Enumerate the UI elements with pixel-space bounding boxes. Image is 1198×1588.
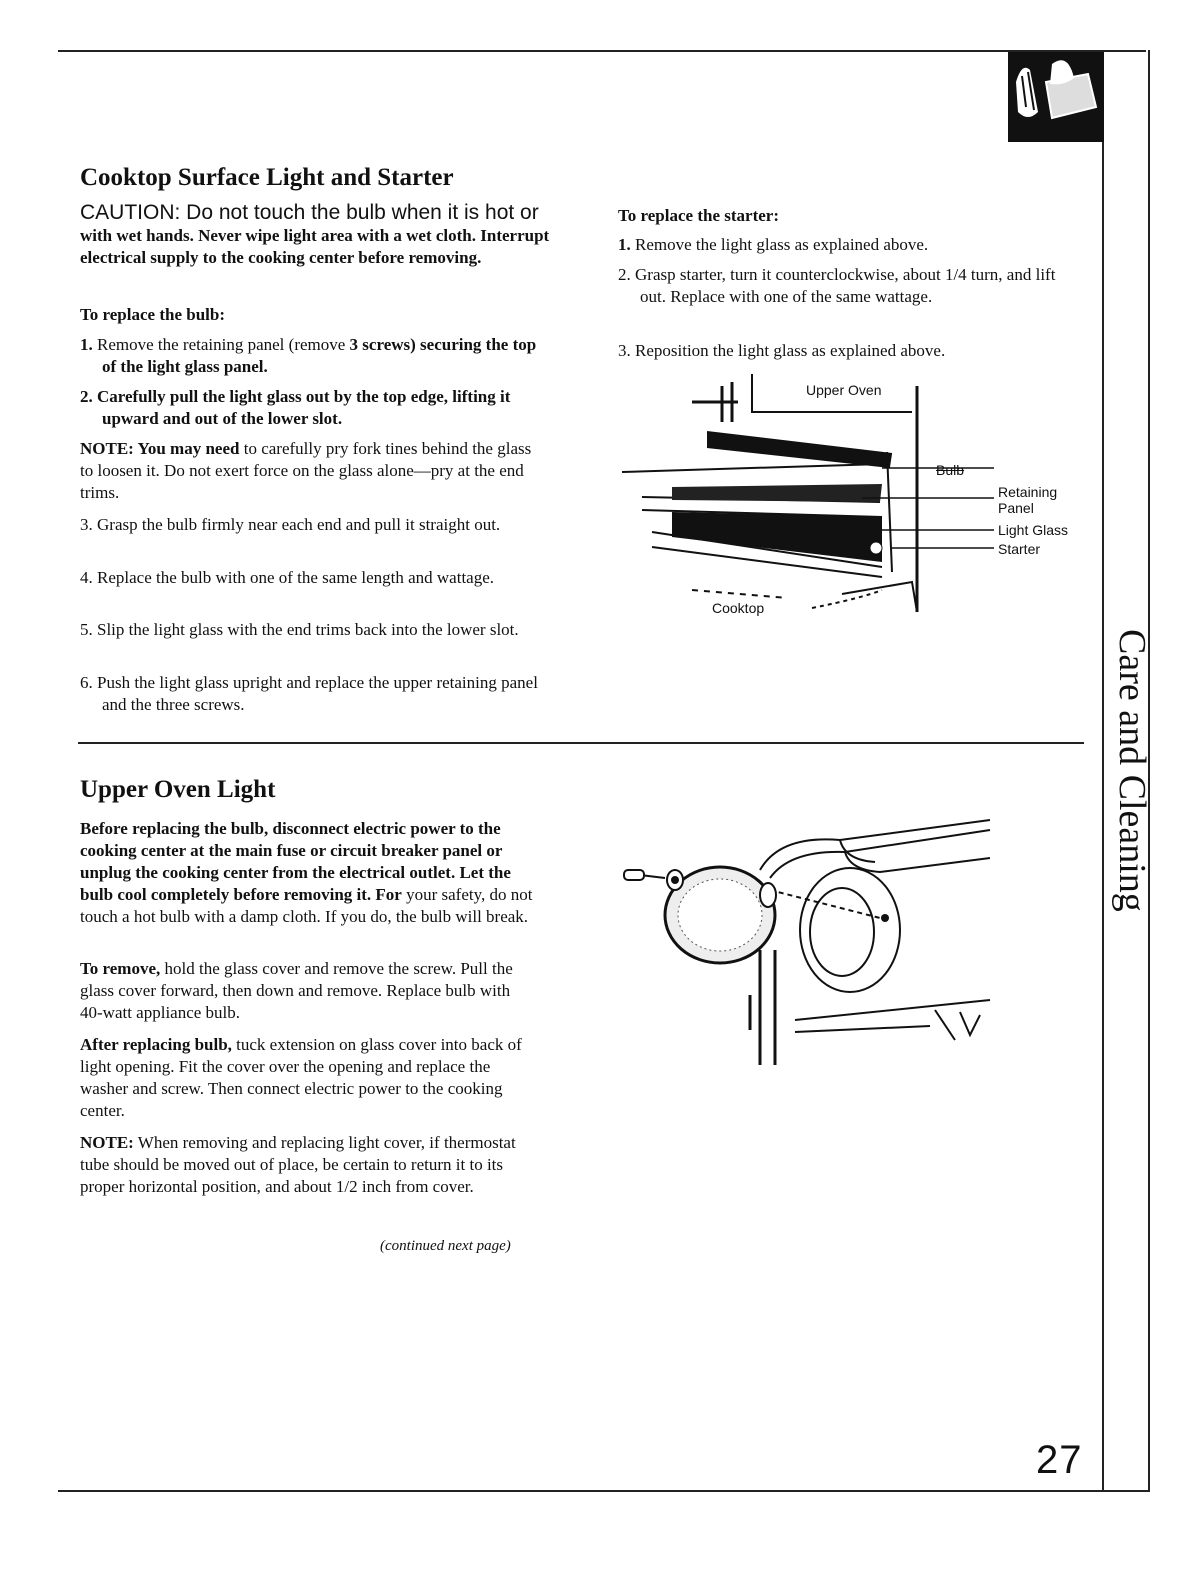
label-cooktop: Cooktop	[712, 600, 765, 616]
intro-paragraph: Before replacing the bulb, disconnect electric power to the cooking center at the main fuse or circuit breaker panel or unplug the cooking center from the electrical outlet. Let the bulb cool completely before removing it. For your safety, do not touch a hot bulb with a damp cloth. If you do, the bulb will break.	[80, 819, 533, 926]
section-divider	[78, 742, 1084, 744]
starter-step-2: 2. Grasp starter, turn it counterclockwise, about 1/4 turn, and lift out. Replace with one of the same wattage.	[618, 265, 1056, 306]
tab-illustration	[1008, 52, 1104, 142]
remove-paragraph: To remove, hold the glass cover and remove the screw. Pull the glass cover forward, then down and remove. Replace bulb with 40-watt appliance bulb.	[80, 959, 513, 1022]
starter-heading: To replace the starter:	[618, 206, 779, 225]
section1-title: Cooktop Surface Light and Starter	[80, 164, 454, 191]
label-upper-oven: Upper Oven	[806, 382, 882, 398]
bulb-heading: To replace the bulb:	[80, 305, 225, 324]
note-paragraph: NOTE: You may need to carefully pry fork tines behind the glass to loosen it. Do not exert force on the glass alone—pry at the end trims.	[80, 439, 532, 502]
caution-rest: with wet hands. Never wipe light area with a wet cloth. Interrupt electrical supply to the cooking center before removing.	[80, 226, 550, 267]
label-bulb: Bulb	[936, 462, 965, 478]
oven-light-illustration	[610, 800, 1000, 1075]
starter-step-3: 3. Reposition the light glass as explained above.	[618, 341, 946, 360]
label-light-glass: Light Glass	[998, 522, 1069, 538]
step-6: 6. Push the light glass upright and replace the upper retaining panel and the three screws.	[80, 673, 538, 714]
page-number: 27	[1036, 1438, 1083, 1482]
note2-paragraph: NOTE: When removing and replacing light cover, if thermostat tube should be moved out of place, be certain to return it to its proper horizontal position, and about 1/2 inch from cover.	[80, 1133, 516, 1196]
step-5: 5. Slip the light glass with the end trims back into the lower slot.	[80, 620, 519, 639]
label-starter: Starter	[998, 541, 1041, 557]
step-1: 1. Remove the retaining panel (remove 3 screws) securing the top of the light glass panel.	[80, 335, 537, 376]
bottom-rule	[58, 1490, 1150, 1492]
label-retaining-panel: Retaining Panel	[998, 484, 1058, 516]
section2-title: Upper Oven Light	[80, 776, 276, 803]
starter-step-1: 1. Remove the light glass as explained above.	[618, 235, 929, 254]
top-rule	[58, 50, 1146, 52]
step-3: 3. Grasp the bulb firmly near each end and pull it straight out.	[80, 515, 501, 534]
step-2: 2. Carefully pull the light glass out by the top edge, lifting it upward and out of the lower slot.	[80, 387, 511, 428]
caution-lead: CAUTION: Do not touch the bulb when it is hot or	[80, 201, 539, 224]
after-paragraph: After replacing bulb, tuck extension on glass cover into back of light opening. Fit the cover over the opening and replace the washer and screw. Then connect electric power to the cooking center.	[80, 1035, 522, 1120]
caution-paragraph	[80, 202, 560, 269]
step-4: 4. Replace the bulb with one of the same length and wattage.	[80, 568, 495, 587]
tab-side-rule	[1102, 140, 1104, 1490]
continued-note: (continued next page)	[380, 1238, 511, 1254]
side-section-title: Care and Cleaning	[1111, 628, 1153, 912]
